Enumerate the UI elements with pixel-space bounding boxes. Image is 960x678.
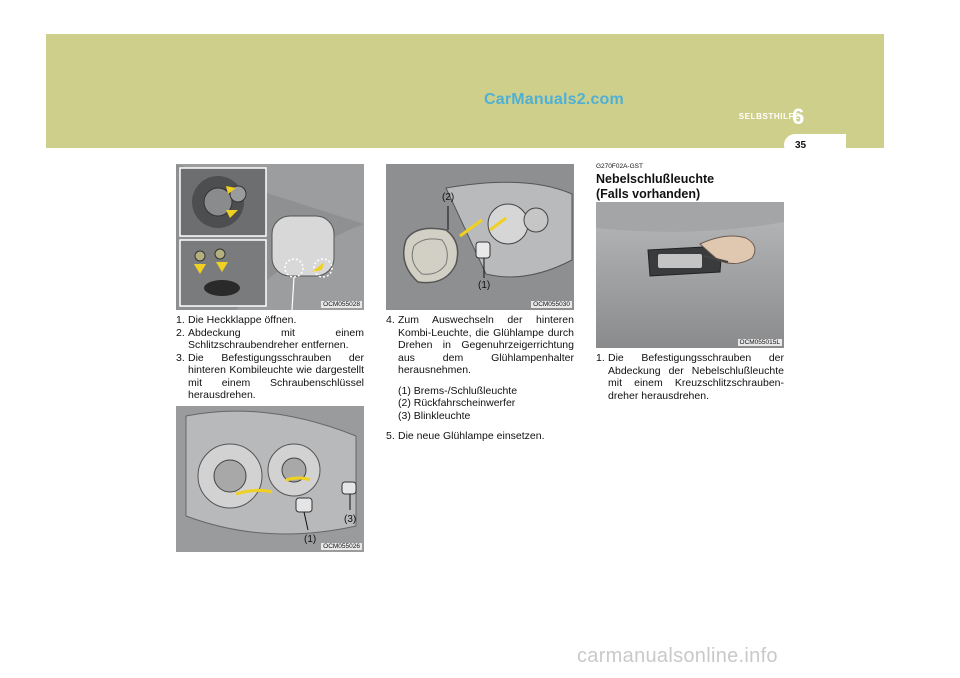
footer-watermark[interactable]: carmanualsonline.info — [577, 645, 778, 667]
figure-code: OCM055030 — [533, 301, 570, 308]
instruction-step: 1. Die Heckklappe öffnen. — [176, 314, 297, 326]
figure-code: OCM055015L — [739, 339, 780, 346]
instructions-column-1 — [176, 314, 364, 402]
instructions-column-3 — [596, 352, 784, 402]
callout-1: (1) — [478, 280, 491, 291]
figure-combination-lamp — [386, 164, 574, 310]
figure-code: OCM055028 — [323, 301, 360, 308]
callout-1: (1) — [304, 534, 317, 545]
bulb-list-item: (3) Blinkleuchte — [398, 409, 471, 422]
instruction-step: 3. Die Befestigungsschrauben der hinteren Kombileuchte wie dargestellt mit einem Schraubenschlüssel herausdrehen. — [176, 351, 364, 401]
callout-2: (2) — [442, 192, 455, 203]
tailgate-illustration — [176, 164, 364, 310]
instruction-step: 5. Die neue Glühlampe einsetzen. — [386, 430, 545, 442]
page-number: 35 — [795, 140, 807, 151]
callout-3: (3) — [344, 514, 357, 525]
bulb-list-item: (2) Rückfahrscheinwerfer — [398, 397, 516, 409]
figure-fog-lamp — [596, 202, 784, 348]
chapter-label: SELBSTHILFE — [738, 112, 800, 121]
site-watermark[interactable]: CarManuals2.com — [484, 91, 624, 108]
instructions-column-2 — [386, 314, 574, 443]
fog-lamp-illustration — [596, 202, 784, 348]
lamp-socket-illustration — [176, 406, 364, 552]
header-band — [46, 34, 884, 148]
figure-code: OCM055026 — [323, 543, 360, 550]
chapter-number: 6 — [792, 104, 805, 129]
instruction-step: 2. Abdeckung mit einem Schlitzschraubendreher entfernen. — [176, 326, 364, 351]
figure-lamp-sockets — [176, 406, 364, 552]
section-code: G270F02A-GST — [596, 163, 643, 170]
instruction-step: 1. Die Befestigungsschrauben der Abdeckung der Nebelschlußleuchte mit einem Kreuzschlitzschrauben-dreher herausdrehen. — [596, 352, 784, 402]
section-title: Nebelschlußleuchte (Falls vorhanden) — [596, 172, 715, 201]
figure-tailgate-cover — [176, 164, 364, 310]
bulb-list-item: (1) Brems-/Schlußleuchte — [398, 384, 518, 397]
page-number-tab — [784, 134, 846, 156]
instruction-step: 4. Zum Auswechseln der hinteren Kombi-Leuchte, die Glühlampe durch Drehen in Gegenuhrzeigerrichtung aus dem Glühlampenhalter herausnehmen. — [386, 314, 574, 376]
